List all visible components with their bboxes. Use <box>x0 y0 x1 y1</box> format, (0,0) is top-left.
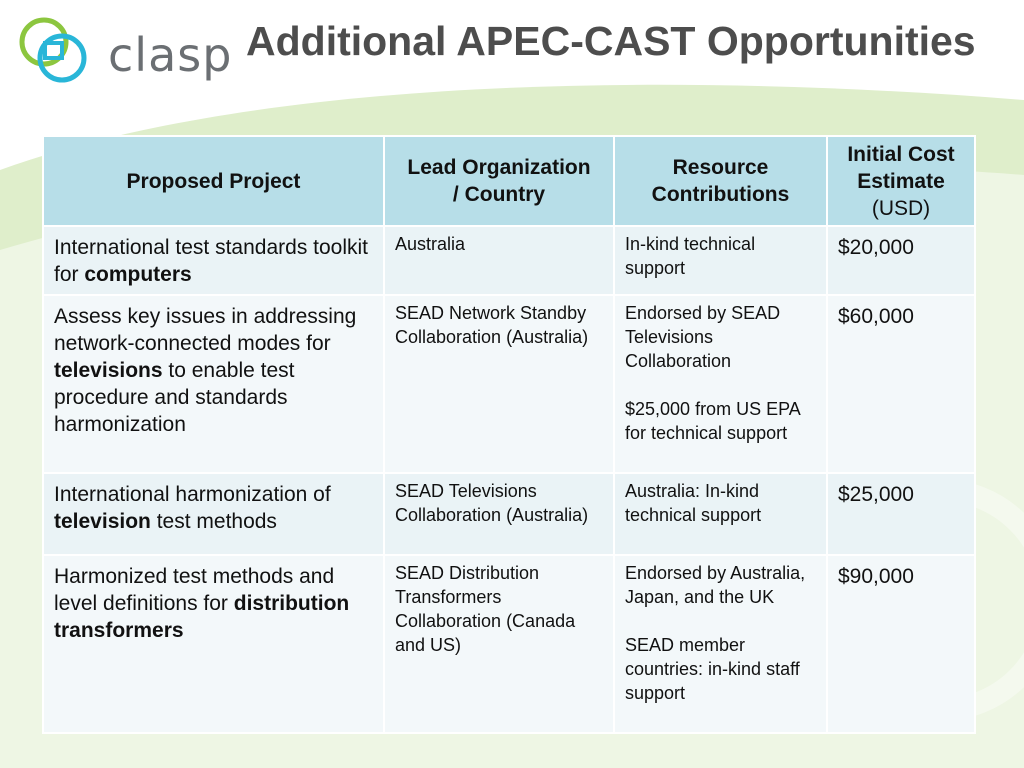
lead-cell: Australia <box>384 226 614 295</box>
table-row <box>43 295 975 473</box>
table-row <box>43 226 975 295</box>
table-header-row <box>43 136 975 226</box>
lead-cell: SEAD Televisions Collaboration (Australia) <box>384 473 614 555</box>
cost-cell: $90,000 <box>827 555 975 733</box>
cost-cell: $20,000 <box>827 226 975 295</box>
project-cell: International test standards toolkit for computers <box>43 226 384 295</box>
header-lead-organization: Lead Organization / Country <box>384 136 614 226</box>
header-resource-contributions: Resource Contributions <box>614 136 827 226</box>
project-cell: Harmonized test methods and level definitions for distribution transformers <box>43 555 384 733</box>
table-row <box>43 473 975 555</box>
resource-cell: Endorsed by SEAD Televisions Collaboration $25,000 from US EPA for technical support <box>614 295 827 473</box>
lead-cell: SEAD Distribution Transformers Collaboration (Canada and US) <box>384 555 614 733</box>
header-initial-cost: Initial Cost Estimate (USD) <box>827 136 975 226</box>
clasp-logo <box>18 16 233 86</box>
table-row <box>43 555 975 733</box>
page-title: Additional APEC-CAST Opportunities <box>246 18 976 64</box>
cost-cell: $60,000 <box>827 295 975 473</box>
header-proposed-project: Proposed Project <box>43 136 384 226</box>
resource-cell: Endorsed by Australia, Japan, and the UK SEAD member countries: in-kind staff support <box>614 555 827 733</box>
lead-cell: SEAD Network Standby Collaboration (Australia) <box>384 295 614 473</box>
cost-cell: $25,000 <box>827 473 975 555</box>
clasp-logo-icon <box>18 16 98 86</box>
resource-cell: In-kind technical support <box>614 226 827 295</box>
resource-cell: Australia: In-kind technical support <box>614 473 827 555</box>
logo-wordmark: clasp <box>108 28 233 82</box>
opportunities-table <box>42 135 976 734</box>
project-cell: Assess key issues in addressing network-connected modes for televisions to enable test procedure and standards harmonization <box>43 295 384 473</box>
project-cell: International harmonization of television test methods <box>43 473 384 555</box>
